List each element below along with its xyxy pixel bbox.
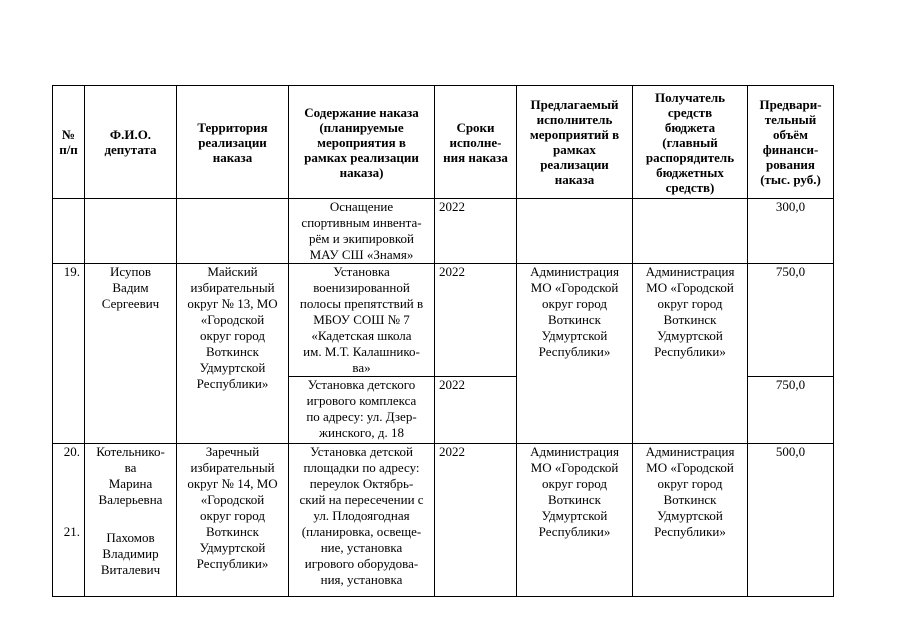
cell-recipient: Администрация МО «Городской округ город Воткинск Удмуртской Республики» bbox=[633, 444, 748, 597]
cell-content: Оснащение спортивным инвента- рём и экипировкой МАУ СШ «Знамя» bbox=[289, 199, 435, 264]
cell-term: 2022 bbox=[435, 264, 517, 377]
header-content: Содержание наказа (планируемые мероприятия в рамках реализации наказа) bbox=[289, 86, 435, 199]
cell-num: 19. bbox=[53, 264, 85, 444]
cell-fio: Исупов Вадим Сергеевич bbox=[85, 264, 177, 444]
table-row bbox=[53, 264, 834, 377]
header-recipient: Получатель средств бюджета (главный распорядитель бюджетных средств) bbox=[633, 86, 748, 199]
cell-content: Установка детского игрового комплекса по адресу: ул. Дзер- жинского, д. 18 bbox=[289, 377, 435, 444]
cell-num-20: 20. bbox=[63, 444, 80, 459]
header-executor: Предлагаемый исполнитель мероприятий в рамках реализации наказа bbox=[517, 86, 633, 199]
cell-num bbox=[53, 199, 85, 264]
cell-content: Установка детской площадки по адресу: переулок Октябрь- ский на пересечении с ул. Плодоягодная (планировка, освеще- ние, установка игрового оборудова- ния, установка bbox=[289, 444, 435, 597]
cell-num bbox=[53, 444, 85, 597]
cell-territory: Заречный избирательный округ № 14, МО «Городской округ город Воткинск Удмуртской Республики» bbox=[177, 444, 289, 597]
cell-territory bbox=[177, 199, 289, 264]
cell-executor bbox=[517, 199, 633, 264]
cell-amount: 750,0 bbox=[748, 264, 834, 377]
cell-recipient bbox=[633, 199, 748, 264]
cell-recipient: Администрация МО «Городской округ город Воткинск Удмуртской Республики» bbox=[633, 264, 748, 444]
cell-executor: Администрация МО «Городской округ город Воткинск Удмуртской Республики» bbox=[517, 444, 633, 597]
cell-amount: 300,0 bbox=[748, 199, 834, 264]
header-financing: Предвари- тельный объём финанси- рования (тыс. руб.) bbox=[748, 86, 834, 199]
cell-fio bbox=[85, 444, 177, 597]
cell-content: Установка военизированной полосы препятствий в МБОУ СОШ № 7 «Кадетская школа им. М.Т. Калашнико- ва» bbox=[289, 264, 435, 377]
header-territory: Территория реализации наказа bbox=[177, 86, 289, 199]
cell-fio-21: Пахомов Владимир Виталевич bbox=[100, 530, 161, 577]
cell-num-21: 21. bbox=[63, 524, 80, 539]
cell-executor: Администрация МО «Городской округ город Воткинск Удмуртской Республики» bbox=[517, 264, 633, 444]
cell-amount: 750,0 bbox=[748, 377, 834, 444]
table-header-row bbox=[53, 86, 834, 199]
cell-fio bbox=[85, 199, 177, 264]
header-terms: Сроки исполне- ния наказа bbox=[435, 86, 517, 199]
header-num: № п/п bbox=[53, 86, 85, 199]
table-row bbox=[53, 444, 834, 597]
cell-term: 2022 bbox=[435, 444, 517, 597]
orders-table bbox=[52, 85, 834, 597]
cell-amount: 500,0 bbox=[748, 444, 834, 597]
cell-territory: Майский избирательный округ № 13, МО «Городской округ город Воткинск Удмуртской Республики» bbox=[177, 264, 289, 444]
cell-fio-20: Котельнико- ва Марина Валерьевна bbox=[96, 444, 165, 507]
table-row bbox=[53, 199, 834, 264]
cell-term: 2022 bbox=[435, 377, 517, 444]
header-fio: Ф.И.О. депутата bbox=[85, 86, 177, 199]
cell-term: 2022 bbox=[435, 199, 517, 264]
